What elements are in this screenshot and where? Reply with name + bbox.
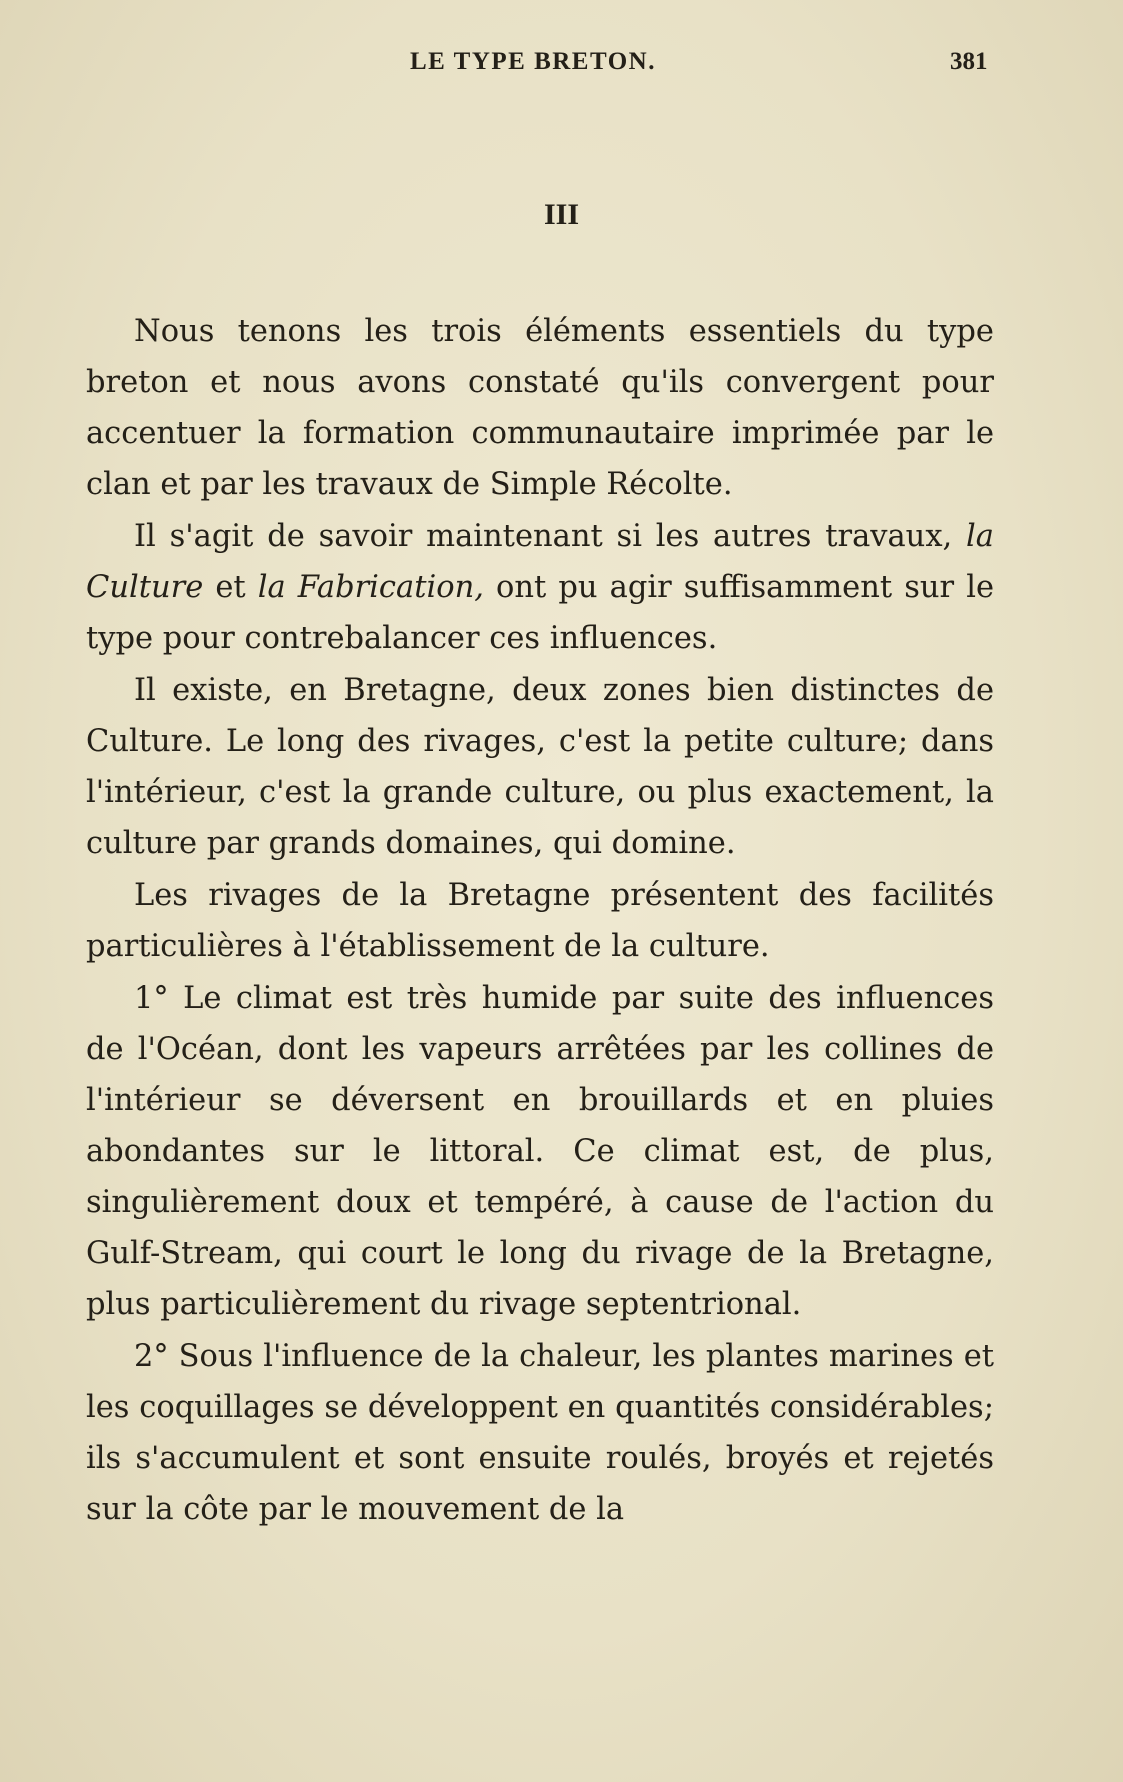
paragraph-text: et [203,570,258,605]
italic-term: la Fabrication, [257,570,484,605]
running-header [0,48,1123,88]
paragraph: Les rivages de la Bretagne présentent des facilités particulières à l'établissement de la culture. [86,878,994,964]
paragraph-text: Il s'agit de savoir maintenant si les autres travaux, [134,519,967,554]
section-heading: III [543,198,580,231]
page-number: 381 [950,48,988,75]
paragraph [86,511,994,664]
paragraph: 2° Sous l'influence de la chaleur, les plantes marines et les coquillages se développent en quantités considérables; ils s'accumulent et sont ensuite roulés, broyés et rejetés sur la côte par le mouvement de la [86,1339,994,1527]
paragraph: Il existe, en Bretagne, deux zones bien distinctes de Culture. Le long des rivages, c'est la petite culture; dans l'intérieur, c'est la grande culture, ou plus exactement, la culture par grands domaines, qui domine. [86,673,994,861]
paragraph: Nous tenons les trois éléments essentiels du type breton et nous avons constaté qu'ils convergent pour accentuer la formation communautaire imprimée par le clan et par les travaux de Simple Récolte. [86,314,994,502]
paragraph: 1° Le climat est très humide par suite des influences de l'Océan, dont les vapeurs arrêtées par les collines de l'intérieur se déversent en brouillards et en pluies abondantes sur le littoral. Ce climat est, de plus, singulièrement doux et tempéré, à cause de l'action du Gulf-Stream, qui court le long du rivage de la Bretagne, plus particulièrement du rivage septentrional. [86,981,994,1322]
body-text [86,306,994,1535]
italic-term: la Culture [86,519,994,605]
running-title: LE TYPE BRETON. [410,48,656,75]
paragraph-text: ont pu agir suffisamment sur le type pour contrebalancer ces influences. [86,570,994,656]
